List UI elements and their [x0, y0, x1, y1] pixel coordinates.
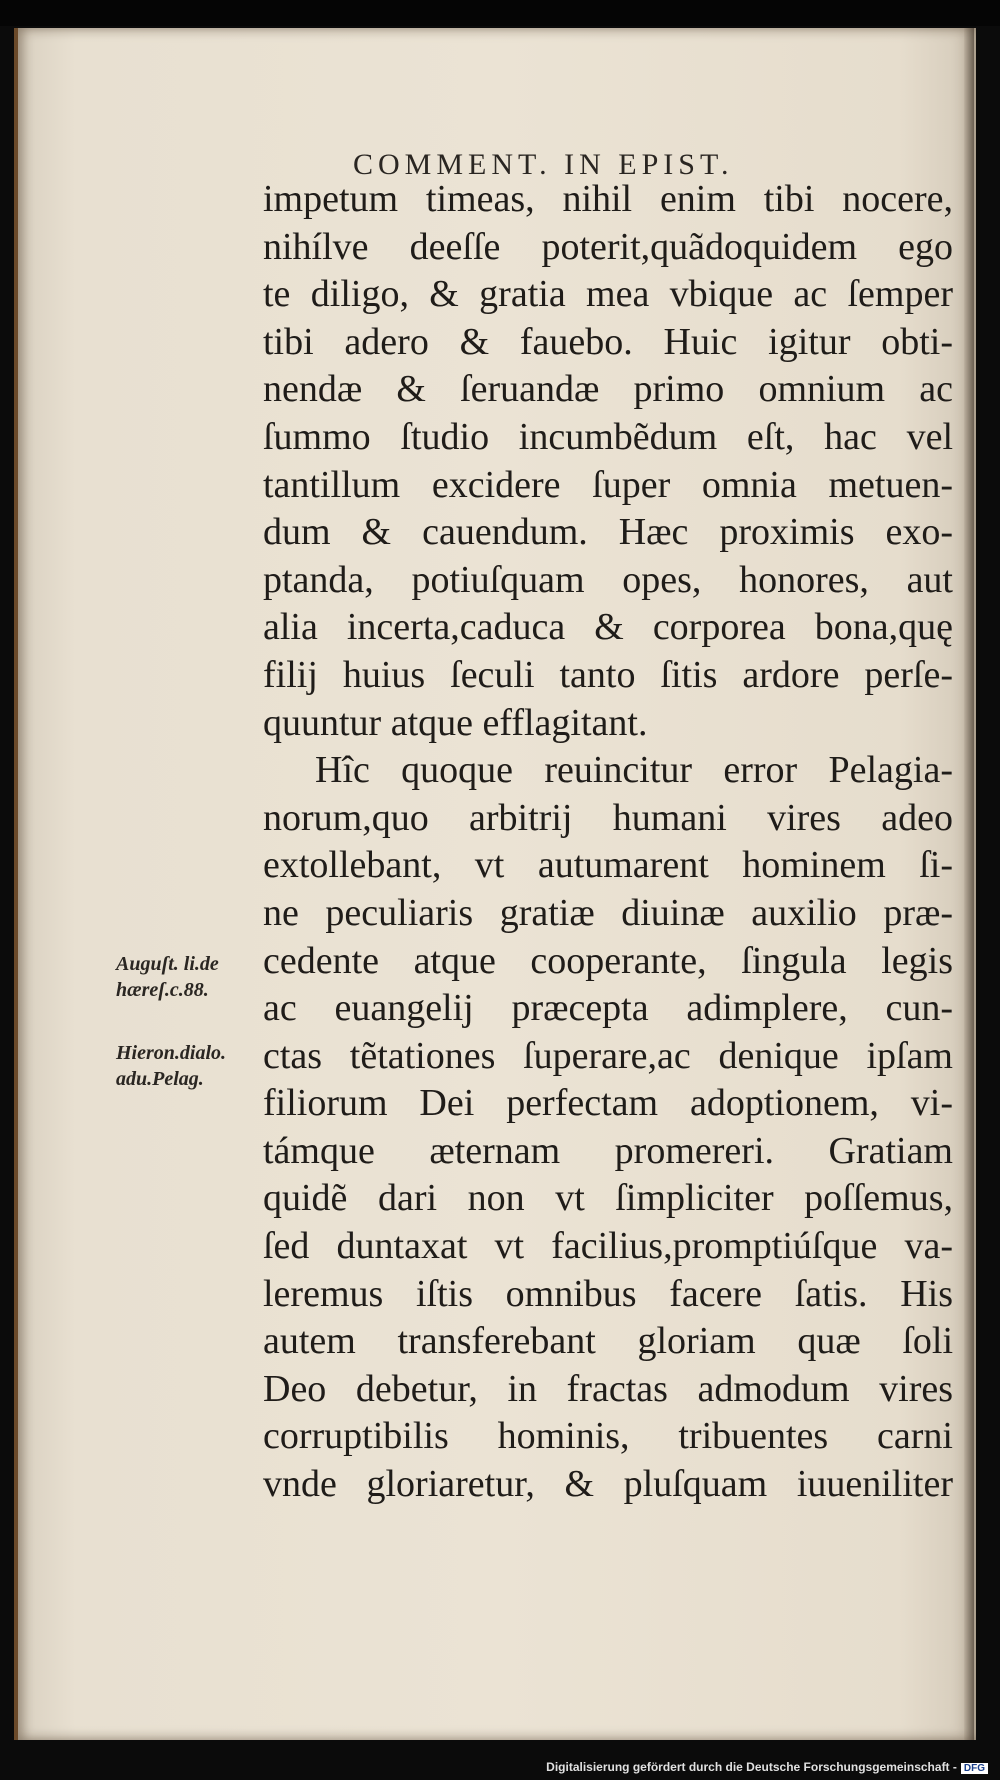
text-line: tibi adero & fauebo. Huic igitur obti- — [263, 320, 953, 363]
text-line: quuntur atque efflagitant. — [263, 701, 648, 744]
text-line: ſummo ſtudio incumbẽdum eſt, hac vel — [263, 415, 953, 458]
text-line: cedente atque cooperante, ſingula legis — [263, 939, 953, 982]
text-line: Hîc quoque reuincitur error Pelagia- — [315, 749, 953, 792]
marginal-note-line: Auguſt. li.de — [116, 953, 219, 975]
marginal-note-line: Hieron.dialo. — [116, 1042, 227, 1064]
text-line: ne peculiaris gratiæ diuinæ auxilio præ- — [263, 891, 953, 934]
marginal-note-hieronymus — [116, 1040, 266, 1092]
text-line: autem transferebant gloriam quæ ſoli — [263, 1320, 953, 1363]
text-line: leremus iſtis omnibus facere ſatis. His — [263, 1272, 953, 1315]
text-line: filij huius ſeculi tanto ſitis ardore perſe- — [263, 653, 953, 696]
text-line: norum,quo arbitrij humani vires adeo — [263, 796, 953, 839]
text-line: ctas tẽtationes ſuperare,ac denique ipſam — [263, 1034, 953, 1077]
text-line: támque æternam promereri. Gratiam — [263, 1129, 953, 1172]
text-line: Deo debetur, in fractas admodum vires — [263, 1367, 953, 1410]
text-line: nendæ & ſeruandæ primo omnium ac — [263, 368, 953, 411]
viewer-top-bar — [0, 0, 1000, 26]
book-page — [14, 28, 976, 1740]
body-text — [263, 176, 953, 1509]
marginal-note-augustine — [116, 951, 266, 1003]
text-line: ptanda, potiuſquam opes, honores, aut — [263, 558, 953, 601]
text-line: dum & cauendum. Hæc proximis exo- — [263, 511, 953, 554]
dfg-logo: DFG — [961, 1763, 988, 1774]
digitization-credit — [546, 1760, 988, 1774]
text-line: ac euangelij præcepta adimplere, cun- — [263, 987, 953, 1030]
marginal-note-line: adu.Pelag. — [116, 1068, 204, 1090]
text-line: vnde gloriaretur, & pluſquam iuueniliter — [263, 1463, 953, 1506]
text-line: extollebant, vt autumarent hominem ſi- — [263, 844, 953, 887]
text-line: quidẽ dari non vt ſimpliciter poſſemus, — [263, 1177, 953, 1220]
text-line: nihílve deeſſe poterit,quãdoquidem ego — [263, 225, 953, 268]
text-line: alia incerta,caduca & corporea bona,quę — [263, 606, 953, 649]
running-head: COMMENT. IN EPIST. — [353, 148, 734, 181]
text-line: filiorum Dei perfectam adoptionem, vi- — [263, 1082, 953, 1125]
text-line: impetum timeas, nihil enim tibi nocere, — [263, 178, 953, 220]
text-line: te diligo, & gratia mea vbique ac ſemper — [263, 273, 953, 316]
text-line: tantillum excidere ſuper omnia metuen- — [263, 463, 953, 506]
credit-text: Digitalisierung gefördert durch die Deutsche Forschungsgemeinschaft - — [546, 1760, 957, 1774]
text-line: ſed duntaxat vt facilius,promptiúſque va- — [263, 1225, 953, 1268]
text-line: corruptibilis hominis, tribuentes carni — [263, 1415, 953, 1458]
marginal-note-line: hæreſ.c.88. — [116, 979, 209, 1001]
